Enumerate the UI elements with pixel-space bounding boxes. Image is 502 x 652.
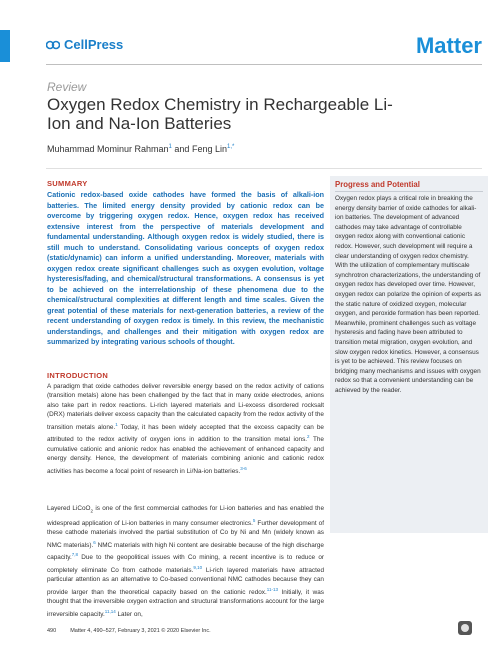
reference-link[interactable]: 7,8 — [71, 552, 79, 558]
article-type: Review — [47, 80, 87, 94]
publisher-name: CellPress — [64, 37, 124, 52]
reference-link[interactable]: 11,14 — [104, 608, 116, 614]
progress-potential-divider — [335, 191, 483, 192]
author-divider — [46, 168, 482, 169]
check-for-updates-icon[interactable] — [458, 621, 472, 635]
paragraph-text: Layered LiCoO — [47, 505, 91, 512]
paragraph-text: NMC materials with high Ni content are desirable because of the high discharge capacity. — [47, 541, 324, 562]
author-conjunction: and — [174, 144, 190, 154]
author-affiliation: 1 — [168, 144, 172, 150]
reference-link[interactable]: 9,10 — [193, 564, 203, 570]
author-name[interactable]: Feng Lin — [191, 144, 227, 154]
article-title: Oxygen Redox Chemistry in Rechargeable Li-Ion and Na-Ion Batteries — [47, 95, 393, 133]
paragraph-text: Later on, — [115, 610, 143, 618]
reference-link[interactable]: 6 — [93, 539, 96, 545]
page-number: 490 — [47, 628, 57, 634]
paragraph-text: Li-rich layered materials have attracted particular attention as an alternative to Co-based conventional NMC cathodes because they can provide larger than the theoretical capacity based on the cationic redox. — [47, 566, 324, 596]
introduction-paragraph — [47, 382, 324, 476]
paragraph-text: is one of the first commercial cathodes for Li-ion batteries and has enabled the widespread application of Li-ion batteries in many consumer electronics. — [47, 505, 324, 527]
reference-link[interactable]: 2 — [307, 434, 310, 440]
cellpress-logo-icon — [46, 39, 60, 51]
brand-color-bar — [0, 30, 10, 62]
introduction-heading: INTRODUCTION — [47, 371, 109, 380]
paragraph-text: Further development of these cathode materials involved the partial substitution of Co by Ni and Mn (widely known as NMC materials). — [47, 519, 324, 549]
publisher-logo[interactable] — [46, 37, 123, 52]
progress-potential-heading: Progress and Potential — [335, 180, 420, 189]
author-line — [47, 144, 234, 154]
summary-text: Cationic redox-based oxide cathodes have formed the basis of alkali-ion batteries. The limited energy density provided by cationic redox can be overcome by triggering oxygen redox. Hence, oxygen redox has received extensive interest from the perspective of materials development and fundamental understanding. Although oxygen redox is widely studied, there is still much to understand. Consolidating various concepts of oxygen redox (static/dynamic) can inform a unified understanding. Moreover, materials with oxygen redox create significant challenges such as oxygen evolution, voltage hysteresis/fading, and chemical/structural transformations. A consensus is yet to be achieved on the interrelationship of these phenomena due to the chemical/structural complexities at different length and time scales. Given the great potential of these materials for next-generation batteries, a review of the recent understanding of oxygen redox is timely. In this review, the mechanistic understandings, and challenges and their mitigation with oxygen redox are summarized by integrating various schools of thought. — [47, 190, 324, 346]
introduction-paragraph — [47, 504, 324, 619]
summary-heading: SUMMARY — [47, 179, 88, 188]
paragraph-text: Initially, it was thought that the irreversible oxygen extraction and structural transformations account for the large irreversible capacity. — [47, 588, 324, 618]
progress-potential-text: Oxygen redox plays a critical role in breaking the energy density barrier of oxide cathodes for alkali-ion batteries. The development of advanced cathodes may take advantage of controllable oxygen redox along with conventional cationic redox. However, such development will require a clear understanding of oxygen redox chemistry. With the utilization of complementary multiscale synchrotron characterizations, the understanding of oxygen redox has developed over time. However, oxygen redox can polarize the opinion of experts as the static nature of oxidized oxygen, molecular oxygen, and peroxide formation has been reported. Meanwhile, prominent challenges such as voltage hysteresis and fading have been attributed to transition metal migration, oxygen evolution, and slow oxygen redox kinetics. However, a consensus is yet to be achieved. This review focuses on bridging many mechanisms and issues with oxygen redox so that a convenient understanding can be achieved by the reader. — [335, 195, 482, 394]
author-affiliation: 1,* — [226, 144, 235, 150]
journal-name[interactable]: Matter — [415, 33, 482, 58]
reference-link[interactable]: 1 — [115, 421, 118, 427]
header-divider — [46, 64, 482, 65]
reference-link[interactable]: 5 — [252, 517, 256, 523]
paragraph-text: The cumulative cationic and anionic redox has enabled the achievement of enhanced capacity and energy density. Hence, the development of materials combining anionic and cationic redox activities has become a focal point of research in Li/Na-ion batteries. — [47, 436, 324, 475]
page-footer — [47, 628, 211, 634]
paragraph-text: Today, it has been widely accepted that the excess capacity can be attributed to the redox activity of oxygen ions in addition to the transition metal ions. — [47, 423, 324, 444]
paragraph-text: A paradigm that oxide cathodes deliver reversible energy based on the redox activity of cations (transition metals) alone has been challenged by the fact that in many oxide electrodes, anions also take part in redox reactions. Li-rich layered materials and Li-excess disordered rocksalt (DRX) materials deliver excess capacity than the calculated capacity from the redox activity of the transition metals alone. — [47, 383, 324, 431]
paragraph-text: Due to the geopolitical issues with Co mining, a recent incentive is to reduce or completely eliminate Co from cathode materials. — [47, 554, 324, 574]
reference-link[interactable]: 3-6 — [240, 465, 247, 471]
author-name[interactable]: Muhammad Mominur Rahman — [47, 144, 169, 154]
chemical-subscript: 2 — [90, 508, 94, 514]
journal-citation: Matter 4, 490–527, February 3, 2021 © 2020 Elsevier Inc. — [70, 628, 211, 634]
reference-link[interactable]: 11-13 — [266, 586, 278, 592]
